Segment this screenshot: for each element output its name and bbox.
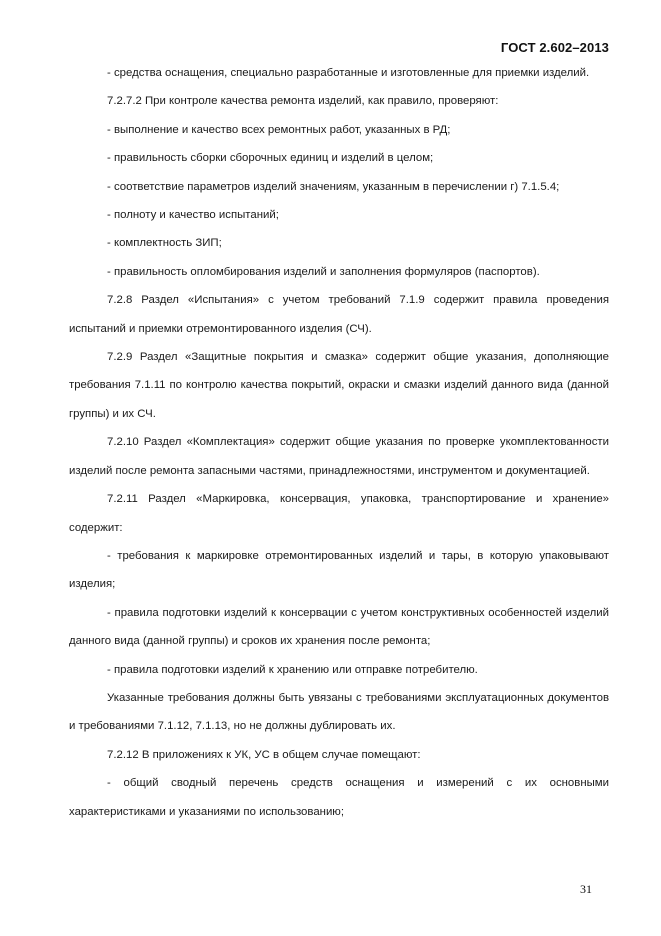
- list-item-zip-completeness: - комплектность ЗИП;: [107, 237, 222, 250]
- document-body: [69, 59, 609, 826]
- page-number: 31: [580, 882, 592, 896]
- list-item-storage-rules: - правила подготовки изделий к хранению или отправке потребителю.: [107, 663, 478, 676]
- list-item-sealing-forms: - правильность опломбирования изделий и заполнения формуляров (паспортов).: [107, 265, 540, 278]
- list-item-parameters-compliance: - соответствие параметров изделий значениям, указанным в перечислении г) 7.1.5.4;: [107, 180, 560, 193]
- paragraph-tools-for-acceptance: - средства оснащения, специально разработанные и изготовленные для приемки изделий.: [107, 67, 590, 79]
- list-item-summary-list: - общий сводный перечень средств оснащения и измерений с их основными характеристиками и указаниями по использованию;: [69, 777, 609, 818]
- list-item-marking-requirements: - требования к маркировке отремонтированных изделий и тары, в которую упаковывают изделия;: [69, 549, 609, 591]
- list-item-assembly-correctness: - правильность сборки сборочных единиц и изделий в целом;: [107, 152, 434, 165]
- paragraph-7-2-10: 7.2.10 Раздел «Комплектация» содержит общие указания по проверке укомплектованности изделий после ремонта запасными частями, принадлежностями, инструментом и документацией.: [69, 436, 609, 477]
- paragraph-7-2-7-2: 7.2.7.2 При контроле качества ремонта изделий, как правило, проверяют:: [107, 95, 499, 108]
- paragraph-7-2-8: 7.2.8 Раздел «Испытания» с учетом требований 7.1.9 содержит правила проведения испытаний и приемки отремонтированного изделия (СЧ).: [69, 294, 609, 335]
- paragraph-7-2-9: 7.2.9 Раздел «Защитные покрытия и смазка» содержит общие указания, дополняющие требования 7.1.11 по контролю качества покрытий, окраски и смазки изделий данного вида (данной группы) и их СЧ.: [69, 351, 609, 420]
- list-item-conservation-rules: - правила подготовки изделий к консервации с учетом конструктивных особенностей изделий данного вида (данной группы) и сроков их хранения после ремонта;: [69, 606, 609, 648]
- paragraph-7-2-11: 7.2.11 Раздел «Маркировка, консервация, упаковка, транспортирование и хранение» содержит:: [69, 493, 609, 534]
- paragraph-requirements-linkage: Указанные требования должны быть увязаны с требованиями эксплуатационных документов и требованиями 7.1.12, 7.1.13, но не должны дублировать их.: [69, 691, 609, 733]
- list-item-tests-quality: - полноту и качество испытаний;: [107, 209, 279, 222]
- list-item-repair-works: - выполнение и качество всех ремонтных работ, указанных в РД;: [107, 123, 451, 136]
- paragraph-7-2-12: 7.2.12 В приложениях к УК, УС в общем случае помещают:: [107, 748, 421, 761]
- document-standard-header: ГОСТ 2.602–2013: [500, 40, 609, 55]
